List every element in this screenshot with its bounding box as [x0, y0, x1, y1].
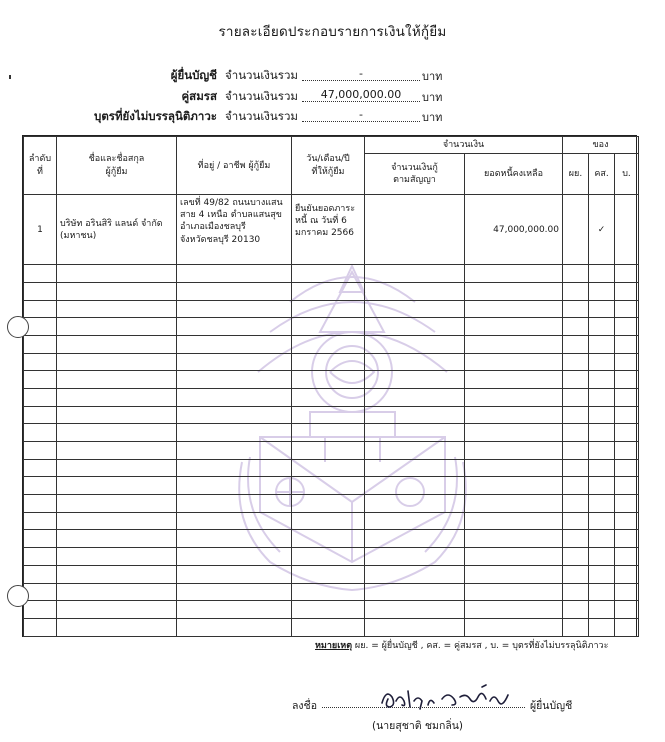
- empty-cell: [465, 512, 563, 530]
- table-row: [24, 512, 639, 530]
- empty-cell: [177, 601, 292, 619]
- empty-cell: [589, 300, 615, 318]
- summary-value-spouse: 47,000,000.00: [302, 88, 420, 102]
- cell-date: ยืนยันยอดภาระ หนี้ ณ วันที่ 6 มกราคม 2566: [292, 195, 365, 265]
- empty-cell: [589, 265, 615, 283]
- empty-cell: [292, 601, 365, 619]
- empty-cell: [24, 424, 57, 442]
- empty-cell: [292, 530, 365, 548]
- empty-cell: [177, 265, 292, 283]
- empty-cell: [615, 265, 639, 283]
- empty-cell: [365, 565, 465, 583]
- empty-cell: [589, 495, 615, 513]
- empty-cell: [365, 548, 465, 566]
- empty-cell: [589, 548, 615, 566]
- table-row: [24, 424, 639, 442]
- empty-cell: [563, 300, 589, 318]
- empty-cell: [563, 477, 589, 495]
- empty-cell: [365, 353, 465, 371]
- empty-cell: [57, 406, 177, 424]
- table-row: [24, 565, 639, 583]
- empty-cell: [563, 495, 589, 513]
- empty-cell: [57, 300, 177, 318]
- empty-cell: [24, 565, 57, 583]
- empty-cell: [615, 335, 639, 353]
- empty-cell: [563, 424, 589, 442]
- empty-cell: [615, 282, 639, 300]
- empty-cell: [465, 442, 563, 460]
- cell-name: บริษัท อรินสิริ แลนด์ จำกัด (มหาชน): [57, 195, 177, 265]
- empty-cell: [365, 477, 465, 495]
- empty-cell: [292, 300, 365, 318]
- empty-cell: [615, 530, 639, 548]
- empty-cell: [292, 512, 365, 530]
- empty-cell: [177, 548, 292, 566]
- empty-cell: [57, 495, 177, 513]
- empty-cell: [57, 565, 177, 583]
- empty-cell: [24, 442, 57, 460]
- empty-cell: [563, 265, 589, 283]
- empty-cell: [589, 318, 615, 336]
- table-row: [24, 530, 639, 548]
- table-row: [24, 282, 639, 300]
- empty-cell: [615, 442, 639, 460]
- empty-cell: [563, 318, 589, 336]
- empty-cell: [24, 388, 57, 406]
- empty-cell: [465, 335, 563, 353]
- empty-cell: [615, 548, 639, 566]
- empty-cell: [465, 371, 563, 389]
- empty-cell: [365, 318, 465, 336]
- empty-cell: [615, 353, 639, 371]
- empty-cell: [365, 406, 465, 424]
- empty-cell: [177, 583, 292, 601]
- table-row: [24, 477, 639, 495]
- empty-cell: [589, 335, 615, 353]
- empty-cell: [615, 300, 639, 318]
- signature-label: ลงชื่อ: [292, 700, 317, 712]
- empty-cell: [24, 265, 57, 283]
- summary-row-child: [94, 108, 450, 126]
- summary-unit: บาท: [422, 91, 443, 104]
- empty-cell: [615, 583, 639, 601]
- empty-cell: [365, 265, 465, 283]
- empty-cell: [177, 406, 292, 424]
- cell-balance: 47,000,000.00: [465, 195, 563, 265]
- footnote: [315, 638, 608, 652]
- empty-cell: [615, 477, 639, 495]
- empty-cell: [365, 495, 465, 513]
- table-row: [24, 318, 639, 336]
- empty-cell: [465, 583, 563, 601]
- header-no: ลำดับ ที่: [24, 137, 57, 195]
- empty-cell: [589, 442, 615, 460]
- empty-cell: [589, 565, 615, 583]
- table-row: [24, 265, 639, 283]
- empty-cell: [57, 353, 177, 371]
- empty-cell: [177, 353, 292, 371]
- empty-cell: [292, 565, 365, 583]
- table-row: [24, 442, 639, 460]
- empty-cell: [177, 300, 292, 318]
- empty-cell: [177, 565, 292, 583]
- empty-cell: [365, 459, 465, 477]
- empty-cell: [292, 548, 365, 566]
- empty-cell: [292, 424, 365, 442]
- empty-cell: [57, 371, 177, 389]
- summary-label-filer: ผู้ยื่นบัญชี: [170, 68, 217, 82]
- empty-cell: [365, 583, 465, 601]
- table-row: [24, 195, 639, 265]
- binder-hole: [7, 316, 29, 338]
- empty-cell: [24, 300, 57, 318]
- empty-cell: [57, 618, 177, 636]
- empty-cell: [465, 495, 563, 513]
- empty-cell: [292, 459, 365, 477]
- empty-cell: [292, 318, 365, 336]
- empty-cell: [615, 459, 639, 477]
- cell-address: เลขที่ 49/82 ถนนบางแสน สาย 4 เหนือ ตำบลแสนสุข อำเภอเมืองชลบุรี จังหวัดชลบุรี 20130: [177, 195, 292, 265]
- empty-cell: [24, 459, 57, 477]
- empty-cell: [365, 335, 465, 353]
- cell-owner-spouse: ✓: [589, 195, 615, 265]
- empty-cell: [615, 424, 639, 442]
- empty-cell: [24, 353, 57, 371]
- empty-cell: [57, 530, 177, 548]
- empty-cell: [292, 265, 365, 283]
- empty-cell: [24, 282, 57, 300]
- empty-cell: [24, 530, 57, 548]
- empty-cell: [465, 406, 563, 424]
- footnote-text: ผย. = ผู้ยื่นบัญชี , คส. = คู่สมรส , บ. = บุตรที่ยังไม่บรรลุนิติภาวะ: [354, 641, 609, 651]
- table-row: [24, 388, 639, 406]
- empty-cell: [615, 495, 639, 513]
- empty-cell: [177, 530, 292, 548]
- summary-unit: บาท: [422, 70, 443, 83]
- empty-cell: [57, 424, 177, 442]
- empty-cell: [465, 265, 563, 283]
- summary-label-child: บุตรที่ยังไม่บรรลุนิติภาวะ: [94, 109, 217, 123]
- empty-cell: [57, 512, 177, 530]
- empty-cell: [57, 335, 177, 353]
- empty-cell: [615, 318, 639, 336]
- summary-row-spouse: [150, 88, 450, 106]
- empty-cell: [292, 477, 365, 495]
- empty-cell: [177, 318, 292, 336]
- loan-detail-table: [22, 135, 637, 637]
- summary-label-total: จำนวนเงินรวม: [225, 109, 298, 123]
- empty-cell: [563, 601, 589, 619]
- page-title: รายละเอียดประกอบรายการเงินให้กู้ยืม: [218, 24, 447, 40]
- signer-name: (นายสุชาติ ชมกลิ่น): [372, 720, 464, 732]
- empty-cell: [292, 371, 365, 389]
- empty-cell: [589, 477, 615, 495]
- empty-cell: [365, 424, 465, 442]
- empty-cell: [177, 424, 292, 442]
- empty-cell: [465, 282, 563, 300]
- empty-cell: [365, 512, 465, 530]
- empty-cell: [57, 318, 177, 336]
- header-amount-group: จำนวนเงิน: [365, 137, 563, 154]
- empty-cell: [615, 388, 639, 406]
- empty-cell: [57, 477, 177, 495]
- empty-cell: [292, 353, 365, 371]
- header-balance: ยอดหนี้คงเหลือ: [465, 154, 563, 195]
- empty-cell: [365, 282, 465, 300]
- table-row: [24, 618, 639, 636]
- empty-cell: [24, 618, 57, 636]
- empty-cell: [365, 530, 465, 548]
- empty-cell: [292, 495, 365, 513]
- empty-cell: [465, 459, 563, 477]
- empty-cell: [465, 318, 563, 336]
- table-row: [24, 548, 639, 566]
- empty-cell: [177, 618, 292, 636]
- empty-cell: [465, 353, 563, 371]
- header-name: ชื่อและชื่อสกุล ผู้กู้ยืม: [57, 137, 177, 195]
- header-address: ที่อยู่ / อาชีพ ผู้กู้ยืม: [177, 137, 292, 195]
- empty-cell: [465, 300, 563, 318]
- summary-label-spouse: คู่สมรส: [181, 89, 217, 103]
- empty-cell: [365, 618, 465, 636]
- empty-cell: [177, 459, 292, 477]
- table-row: [24, 300, 639, 318]
- empty-cell: [57, 265, 177, 283]
- empty-cell: [465, 424, 563, 442]
- empty-cell: [365, 371, 465, 389]
- empty-cell: [563, 335, 589, 353]
- empty-cell: [589, 406, 615, 424]
- empty-cell: [563, 353, 589, 371]
- cell-contract-amount: [365, 195, 465, 265]
- empty-cell: [563, 406, 589, 424]
- empty-cell: [24, 601, 57, 619]
- empty-cell: [563, 565, 589, 583]
- table-row: [24, 495, 639, 513]
- empty-cell: [615, 618, 639, 636]
- empty-cell: [589, 371, 615, 389]
- table-row: [24, 353, 639, 371]
- empty-cell: [589, 601, 615, 619]
- empty-cell: [365, 300, 465, 318]
- summary-value-child: -: [302, 108, 420, 122]
- empty-cell: [24, 371, 57, 389]
- empty-cell: [465, 565, 563, 583]
- empty-cell: [563, 282, 589, 300]
- empty-cell: [365, 442, 465, 460]
- empty-cell: [177, 388, 292, 406]
- empty-cell: [292, 442, 365, 460]
- empty-cell: [563, 512, 589, 530]
- summary-label-total: จำนวนเงินรวม: [225, 68, 298, 82]
- header-owner-group: ของ: [563, 137, 639, 154]
- signature-role: ผู้ยื่นบัญชี: [530, 700, 573, 712]
- summary-unit: บาท: [422, 111, 443, 124]
- table-row: [24, 583, 639, 601]
- empty-cell: [365, 388, 465, 406]
- empty-cell: [563, 548, 589, 566]
- empty-cell: [589, 424, 615, 442]
- empty-cell: [57, 583, 177, 601]
- empty-cell: [177, 282, 292, 300]
- empty-cell: [24, 548, 57, 566]
- empty-cell: [177, 335, 292, 353]
- empty-cell: [292, 335, 365, 353]
- empty-cell: [24, 335, 57, 353]
- empty-cell: [24, 406, 57, 424]
- empty-cell: [57, 388, 177, 406]
- binder-hole: [7, 585, 29, 607]
- table-row: [24, 459, 639, 477]
- empty-cell: [177, 477, 292, 495]
- table-row: [24, 335, 639, 353]
- empty-cell: [292, 282, 365, 300]
- empty-cell: [177, 512, 292, 530]
- empty-cell: [563, 618, 589, 636]
- empty-cell: [57, 442, 177, 460]
- empty-cell: [465, 477, 563, 495]
- footnote-label: หมายเหตุ: [315, 641, 353, 651]
- header-owner-child: บ.: [615, 154, 639, 195]
- empty-cell: [589, 583, 615, 601]
- empty-cell: [465, 548, 563, 566]
- empty-cell: [292, 583, 365, 601]
- summary-value-filer: -: [302, 67, 420, 81]
- empty-cell: [589, 618, 615, 636]
- table-row: [24, 601, 639, 619]
- header-contract-amount: จำนวนเงินกู้ ตามสัญญา: [365, 154, 465, 195]
- empty-cell: [177, 495, 292, 513]
- empty-cell: [563, 442, 589, 460]
- empty-cell: [589, 530, 615, 548]
- empty-cell: [365, 601, 465, 619]
- empty-cell: [563, 530, 589, 548]
- empty-cell: [57, 601, 177, 619]
- empty-cell: [563, 459, 589, 477]
- cell-owner-child: [615, 195, 639, 265]
- empty-cell: [465, 618, 563, 636]
- empty-cell: [589, 512, 615, 530]
- empty-cell: [589, 282, 615, 300]
- empty-cell: [563, 583, 589, 601]
- empty-cell: [177, 371, 292, 389]
- empty-cell: [615, 371, 639, 389]
- scan-speck: [9, 75, 11, 79]
- empty-cell: [615, 406, 639, 424]
- empty-cell: [589, 353, 615, 371]
- table-row: [24, 371, 639, 389]
- empty-cell: [292, 618, 365, 636]
- empty-cell: [465, 530, 563, 548]
- empty-cell: [292, 388, 365, 406]
- empty-cell: [615, 512, 639, 530]
- empty-cell: [465, 601, 563, 619]
- cell-owner-filer: [563, 195, 589, 265]
- empty-cell: [57, 548, 177, 566]
- summary-label-total: จำนวนเงินรวม: [225, 89, 298, 103]
- header-date: วัน/เดือน/ปี ที่ให้กู้ยืม: [292, 137, 365, 195]
- handwritten-signature-icon: [378, 683, 518, 713]
- header-owner-spouse: คส.: [589, 154, 615, 195]
- cell-no: 1: [24, 195, 57, 265]
- empty-cell: [563, 371, 589, 389]
- empty-cell: [465, 388, 563, 406]
- header-owner-filer: ผย.: [563, 154, 589, 195]
- empty-cell: [177, 442, 292, 460]
- empty-cell: [57, 282, 177, 300]
- empty-cell: [563, 388, 589, 406]
- empty-cell: [57, 459, 177, 477]
- table-row: [24, 406, 639, 424]
- empty-cell: [24, 495, 57, 513]
- empty-cell: [615, 601, 639, 619]
- empty-cell: [589, 388, 615, 406]
- empty-cell: [24, 512, 57, 530]
- empty-cell: [24, 477, 57, 495]
- empty-cell: [292, 406, 365, 424]
- empty-cell: [589, 459, 615, 477]
- empty-cell: [615, 565, 639, 583]
- summary-row-filer: [150, 67, 450, 85]
